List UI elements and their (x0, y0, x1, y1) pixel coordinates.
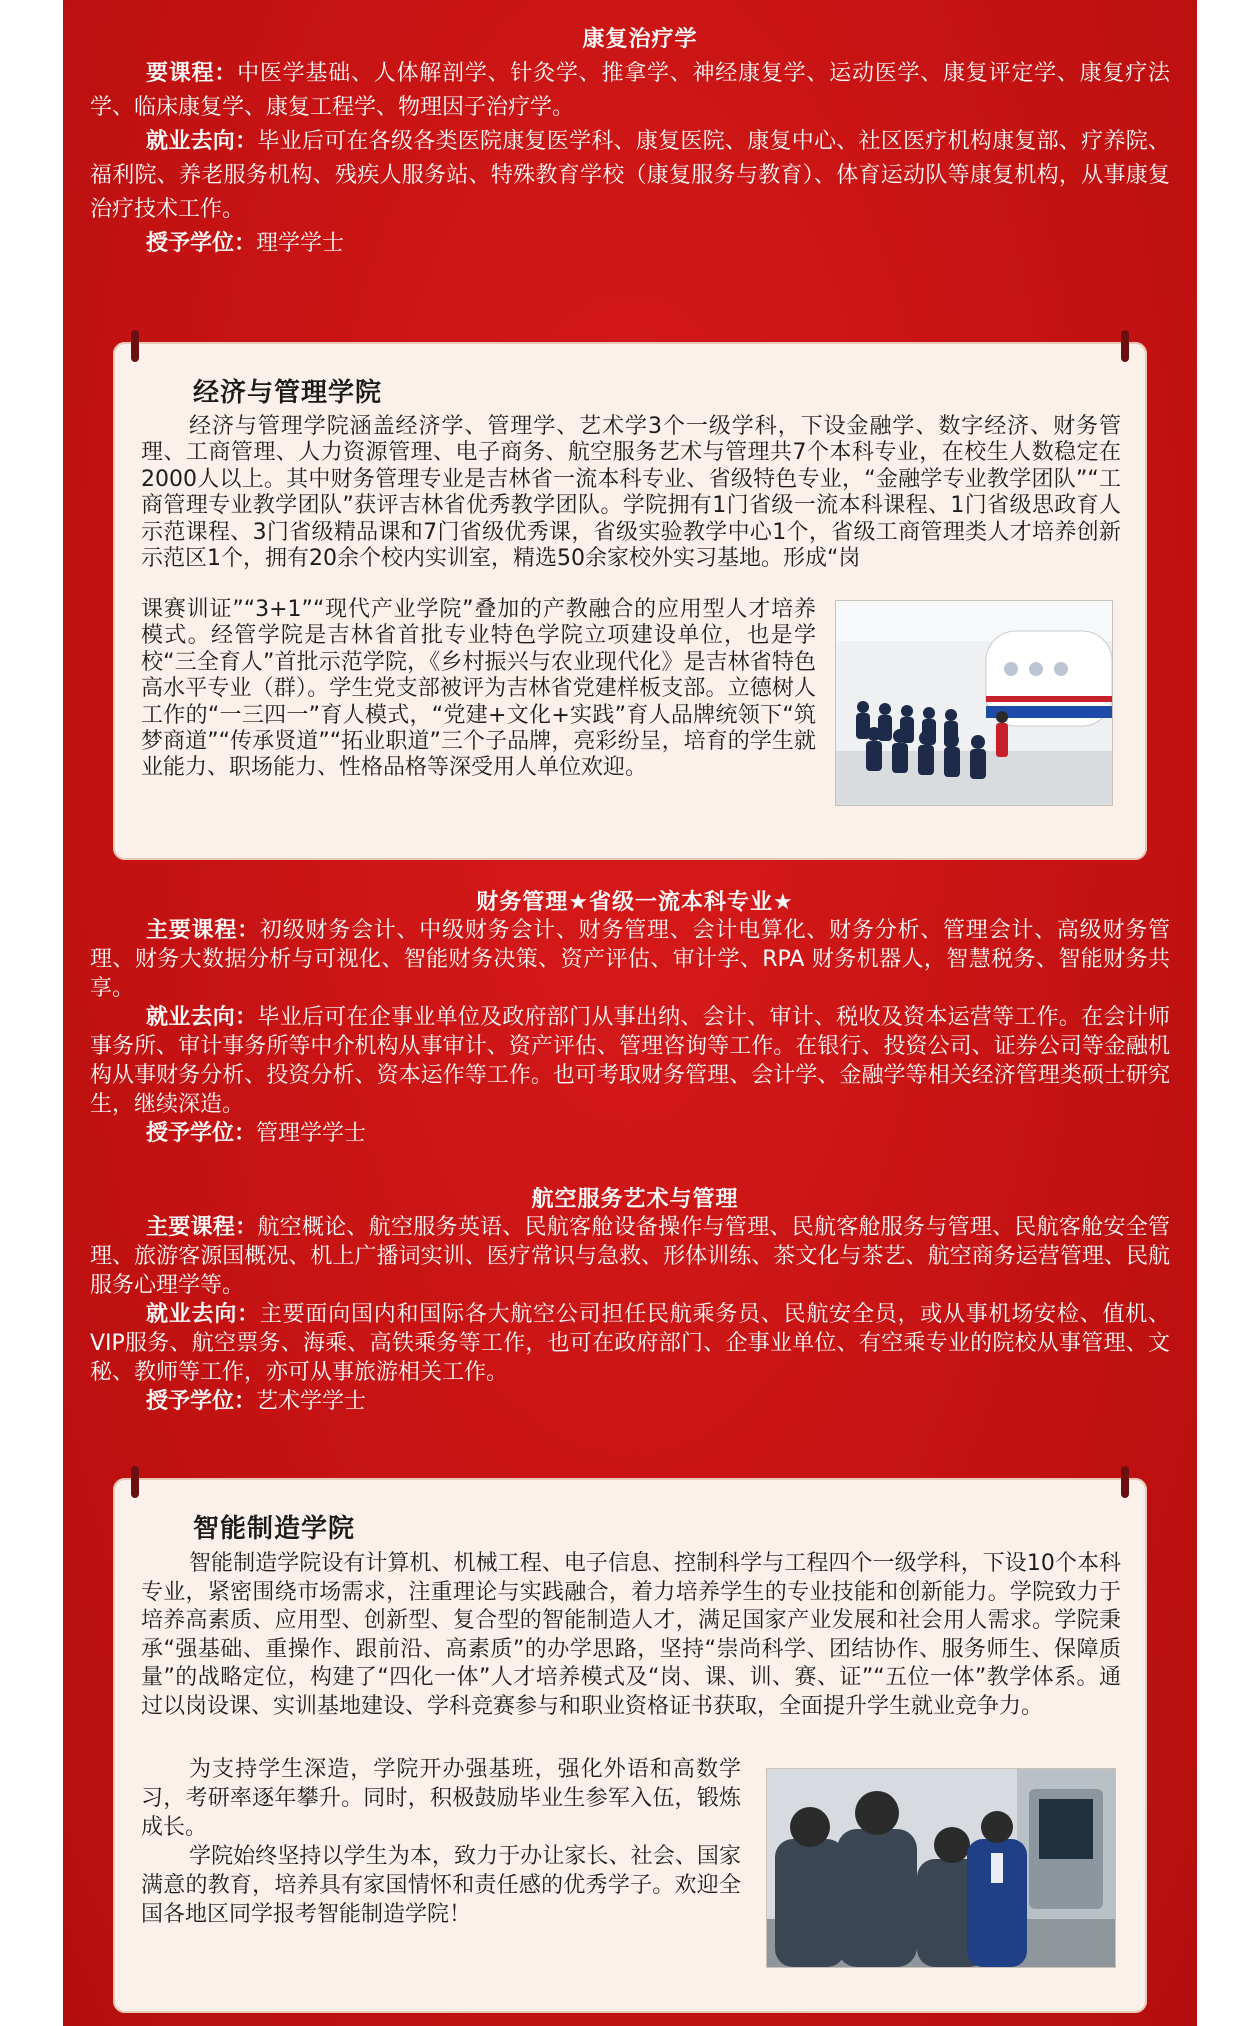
courses-paragraph (90, 1213, 1170, 1300)
econ-college-card (113, 342, 1147, 860)
degree-text: 理学学士 (256, 231, 345, 256)
intro-paragraph: 经济与管理学院涵盖经济学、管理学、艺术学3个一级学科，下设金融学、数字经济、财务管理、工商管理、人力资源管理、电子商务、航空服务艺术与管理共7个本科专业，在校生人数稳定在2000人以上。其中财务管理专业是吉林省一流本科专业、省级特色专业，“金融学专业教学团队”“工商管理专业教学团队”获评吉林省优秀教学团队。学院拥有1门省级一流本科课程、1门省级思政育人示范课程、3门省级精品课和7门省级优秀课，省级实验教学中心1个，省级工商管理类人才培养创新示范区1个，拥有20余个校内实训室，精选50余家校外实习基地。形成“岗 (141, 414, 1121, 572)
career-label: 就业去向： (146, 1302, 260, 1327)
courses-text: 初级财务会计、中级财务会计、财务管理、会计电算化、财务分析、管理会计、高级财务管理、财务大数据分析与可视化、智能财务决策、资产评估、审计学、RPA 财务机器人，智慧税务、智能财务共享。 (90, 918, 1170, 1001)
degree-label: 授予学位： (146, 1389, 257, 1414)
degree-text: 艺术学学士 (256, 1389, 367, 1414)
classroom-photo (835, 600, 1113, 806)
college-intro (141, 414, 1121, 572)
degree-paragraph (90, 1119, 1170, 1148)
finance-major-section (90, 885, 1170, 1148)
college-more (141, 1755, 741, 1929)
mission-paragraph: 学院始终坚持以学生为本，致力于办让家长、社会、国家满意的教育，培养具有家国情怀和责任感的优秀学子。欢迎全国各地区同学报考智能制造学院！ (141, 1844, 741, 1927)
courses-paragraph (90, 57, 1170, 125)
career-text: 主要面向国内和国际各大航空公司担任民航乘务员、民航安全员，或从事机场安检、值机、VIP服务、航空票务、海乘、高铁乘务等工作，也可在政府部门、企事业单位、有空乘专业的院校从事管理、文秘、教师等工作，亦可从事旅游相关工作。 (90, 1302, 1170, 1385)
machining-training-image (767, 1769, 1115, 1967)
courses-label: 主要课程： (146, 1215, 258, 1240)
major-title: 航空服务艺术与管理 (531, 1187, 739, 1212)
intro-paragraph-wrap: 课赛训证”“3+1”“现代产业学院”叠加的产教融合的应用型人才培养模式。经管学院是吉林省首批专业特色学院立项建设单位，也是学校“三全育人”首批示范学院，《乡村振兴与农业现代化》是吉林省特色高水平专业（群）。学生党支部被评为吉林省党建样板支部。立德树人工作的“一三四一”育人模式，“党建+文化+实践”育人品牌统领下“筑梦商道”“传承贤道”“拓业职道”三个子品牌，亮彩纷呈，培育的学生就业能力、职场能力、性格品格等深受用人单位欢迎。 (141, 597, 816, 781)
career-paragraph (90, 1300, 1170, 1387)
postgrad-paragraph: 为支持学生深造，学院开办强基班，强化外语和高数学习，考研率逐年攀升。同时，积极鼓励毕业生参军入伍，锻炼成长。 (141, 1757, 741, 1840)
aviation-major-section (90, 1182, 1170, 1416)
college-title: 经济与管理学院 (193, 378, 383, 408)
degree-label: 授予学位： (146, 1121, 257, 1146)
career-label: 就业去向： (146, 1005, 258, 1030)
mfg-college-card (113, 1478, 1147, 2013)
courses-paragraph (90, 916, 1170, 1003)
career-label: 就业去向： (146, 129, 258, 154)
courses-text: 中医学基础、人体解剖学、针灸学、推拿学、神经康复学、运动医学、康复评定学、康复疗法学、临床康复学、康复工程学、物理因子治疗学。 (90, 61, 1170, 120)
college-intro-wrap (141, 597, 816, 782)
courses-label: 主要课程： (146, 918, 260, 943)
career-paragraph (90, 125, 1170, 227)
major-title: 康复治疗学 (582, 27, 698, 52)
brochure-page (63, 0, 1197, 2026)
rehab-major-section (90, 22, 1170, 261)
courses-text: 航空概论、航空服务英语、民航客舱设备操作与管理、民航客舱服务与管理、民航客舱安全管理、旅游客源国概况、机上广播词实训、医疗常识与急救、形体训练、茶文化与茶艺、航空商务运营管理、民航服务心理学等。 (90, 1215, 1170, 1298)
degree-text: 管理学学士 (256, 1121, 367, 1146)
major-title: 财务管理★省级一流本科专业★ (476, 890, 794, 915)
college-title: 智能制造学院 (193, 1514, 356, 1544)
degree-paragraph (90, 1387, 1170, 1416)
workshop-photo (766, 1768, 1116, 1968)
intro-paragraph: 智能制造学院设有计算机、机械工程、电子信息、控制科学与工程四个一级学科，下设10个本科专业，紧密围绕市场需求，注重理论与实践融合，着力培养学生的专业技能和创新能力。学院致力于培养高素质、应用型、创新型、复合型的智能制造人才，满足国家产业发展和社会用人需求。学院秉承“强基础、重操作、跟前沿、高素质”的办学思路，坚持“崇尚科学、团结协作、服务师生、保障质量”的战略定位，构建了“四化一体”人才培养模式及“岗、课、训、赛、证”“五位一体”教学体系。通过以岗设课、实训基地建设、学科竞赛参与和职业资格证书获取，全面提升学生就业竞争力。 (141, 1551, 1121, 1719)
aviation-cabin-class-image (836, 601, 1112, 805)
degree-label: 授予学位： (146, 231, 257, 256)
career-text: 毕业后可在企事业单位及政府部门从事出纳、会计、审计、税收及资本运营等工作。在会计师事务所、审计事务所等中介机构从事审计、资产评估、管理咨询等工作。在银行、投资公司、证券公司等金融机构从事财务分析、投资分析、资本运作等工作。也可考取财务管理、会计学、金融学等相关经济管理类硕士研究生，继续深造。 (90, 1005, 1170, 1117)
career-paragraph (90, 1003, 1170, 1119)
career-text: 毕业后可在各级各类医院康复医学科、康复医院、康复中心、社区医疗机构康复部、疗养院、福利院、养老服务机构、残疾人服务站、特殊教育学校（康复服务与教育）、体育运动队等康复机构，从事康复治疗技术工作。 (90, 129, 1170, 222)
degree-paragraph (90, 227, 1170, 261)
courses-label: 要课程： (146, 61, 238, 86)
college-intro (141, 1550, 1121, 1721)
